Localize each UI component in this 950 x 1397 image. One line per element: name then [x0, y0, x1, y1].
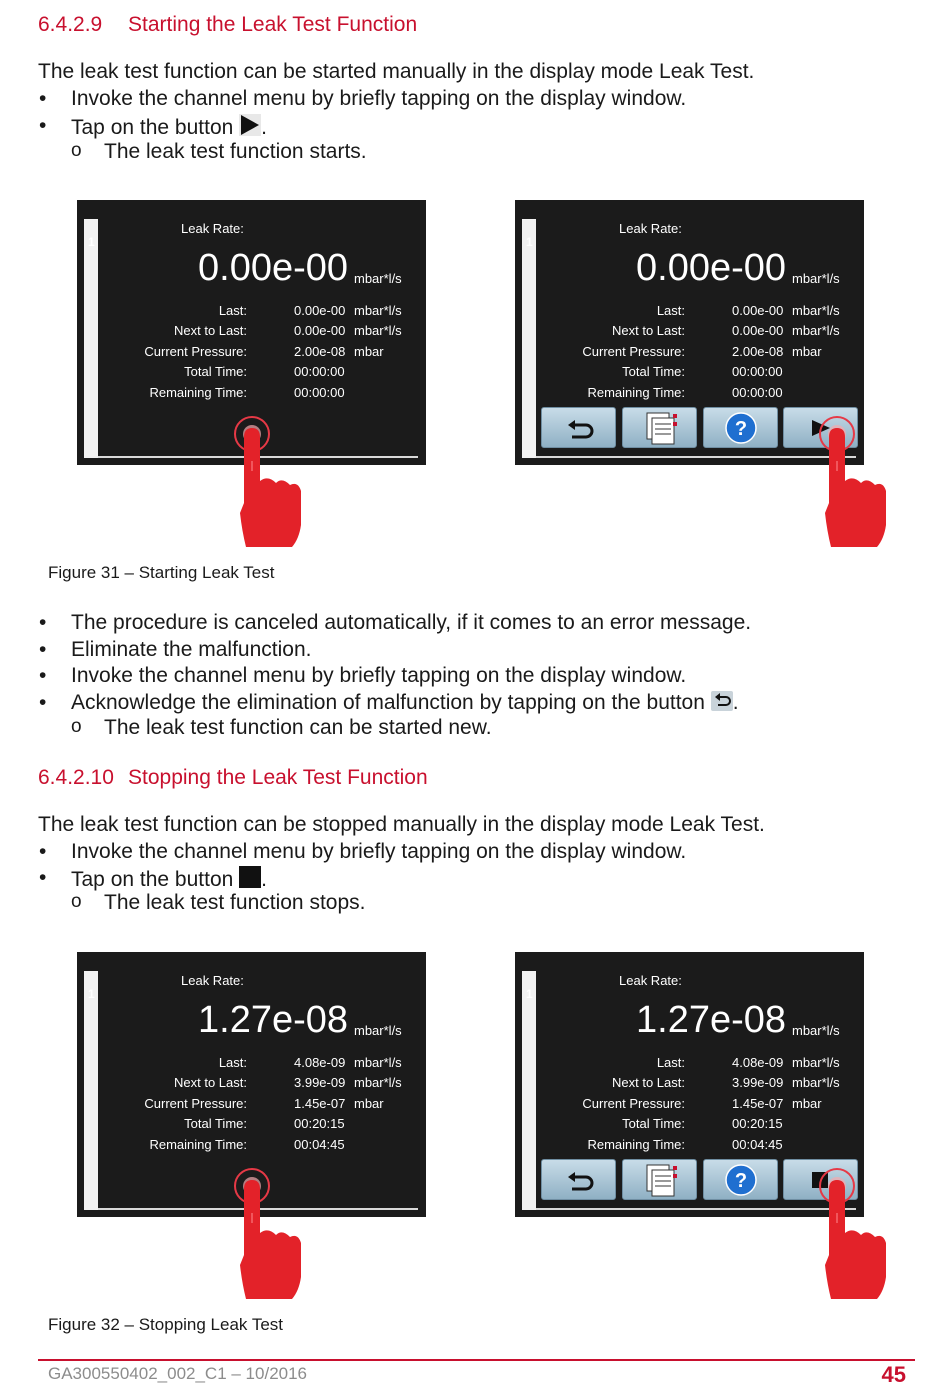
row-unit: mbar	[792, 1096, 822, 1111]
intro-paragraph: The leak test function can be stopped manually in the display mode Leak Test.	[38, 813, 765, 836]
list-item: • Eliminate the malfunction.	[39, 638, 312, 661]
row-label: Current Pressure:	[144, 1096, 247, 1111]
leak-rate-value: 0.00e-00	[198, 247, 349, 289]
row-unit: mbar*l/s	[792, 1075, 840, 1090]
row-label: Next to Last:	[612, 1075, 685, 1090]
row-value: 0.00e-00	[294, 323, 346, 338]
list-item: • Invoke the channel menu by briefly tapping on the display window.	[39, 840, 687, 863]
leak-rate-unit: mbar*l/s	[354, 1023, 402, 1038]
row-label: Last:	[656, 303, 685, 318]
list-item: • The procedure is canceled automatically, if it comes to an error message.	[39, 611, 752, 634]
row-value: 00:20:15	[294, 1116, 345, 1131]
channel-number: 1	[88, 987, 95, 1001]
sub-list-item: o The leak test function can be started new.	[71, 716, 492, 739]
row-label: Total Time:	[622, 1116, 685, 1131]
tap-hand-icon	[815, 1165, 891, 1301]
row-value: 1.45e-07	[294, 1096, 346, 1111]
row-label: Remaining Time:	[587, 1137, 685, 1152]
row-value: 4.08e-09	[732, 1055, 784, 1070]
row-unit: mbar*l/s	[792, 303, 840, 318]
leak-rate-label: Leak Rate:	[619, 973, 682, 988]
back-icon	[711, 691, 733, 717]
svg-text:?: ?	[734, 418, 748, 440]
list-item-text: Invoke the channel menu by briefly tapping on the display window.	[71, 87, 687, 110]
row-unit: mbar*l/s	[354, 1075, 402, 1090]
row-value: 00:04:45	[294, 1137, 345, 1152]
list-item: • Tap on the button .	[71, 866, 267, 894]
row-value: 00:00:00	[294, 364, 345, 379]
row-label: Last:	[656, 1055, 685, 1070]
row-label: Remaining Time:	[149, 1137, 247, 1152]
device-display-window-menu[interactable]	[515, 200, 864, 465]
row-unit: mbar*l/s	[354, 1055, 402, 1070]
back-button[interactable]	[541, 1159, 616, 1200]
row-label: Current Pressure:	[144, 344, 247, 359]
row-value: 3.99e-09	[294, 1075, 346, 1090]
back-icon	[542, 408, 617, 449]
row-label: Last:	[218, 1055, 247, 1070]
section-number: 6.4.2.9	[38, 13, 103, 36]
sub-list-item: o The leak test function starts.	[71, 140, 367, 163]
figure-caption: Figure 31 – Starting Leak Test	[48, 563, 275, 582]
row-value: 0.00e-00	[294, 303, 346, 318]
tap-hand-icon	[815, 413, 891, 549]
intro-paragraph: The leak test function can be started manually in the display mode Leak Test.	[38, 60, 755, 83]
channel-number: 1	[526, 235, 533, 249]
list-item-text: Eliminate the malfunction.	[71, 638, 312, 661]
list-item-text: The procedure is canceled automatically, if it comes to an error message.	[71, 611, 752, 634]
row-label: Total Time:	[622, 364, 685, 379]
tap-hand-icon	[230, 413, 306, 549]
leak-rate-unit: mbar*l/s	[792, 271, 840, 286]
leak-rate-label: Leak Rate:	[181, 973, 244, 988]
section-title: Starting the Leak Test Function	[128, 13, 418, 36]
punctuation: .	[261, 868, 267, 891]
row-value: 00:00:00	[732, 385, 783, 400]
row-value: 0.00e-00	[732, 303, 784, 318]
menu-list-button[interactable]	[622, 407, 697, 448]
row-label: Remaining Time:	[149, 385, 247, 400]
menu-list-button[interactable]	[622, 1159, 697, 1200]
sub-list-item-text: The leak test function stops.	[104, 891, 366, 914]
row-unit: mbar	[354, 344, 384, 359]
stop-icon	[239, 866, 261, 894]
list-item: • Invoke the channel menu by briefly tapping on the display window.	[39, 664, 687, 687]
channel-number: 1	[88, 235, 95, 249]
row-value: 2.00e-08	[732, 344, 784, 359]
list-item: • Acknowledge the elimination of malfunction by tapping on the button .	[71, 691, 739, 717]
sub-list-item-text: The leak test function can be started new.	[104, 716, 492, 739]
row-unit: mbar*l/s	[792, 1055, 840, 1070]
row-value: 4.08e-09	[294, 1055, 346, 1070]
leak-rate-unit: mbar*l/s	[792, 1023, 840, 1038]
help-button[interactable]	[703, 407, 778, 448]
row-value: 1.45e-07	[732, 1096, 784, 1111]
device-display-window-menu[interactable]	[515, 952, 864, 1217]
menu-list-icon	[623, 1160, 698, 1201]
list-item-text: Acknowledge the elimination of malfunction by tapping on the button	[71, 691, 711, 714]
row-value: 2.00e-08	[294, 344, 346, 359]
section-heading-stop	[38, 766, 428, 790]
list-item-text: Tap on the button	[71, 868, 240, 891]
figure-caption: Figure 32 – Stopping Leak Test	[48, 1315, 284, 1334]
row-label: Remaining Time:	[587, 385, 685, 400]
leak-rate-label: Leak Rate:	[619, 221, 682, 236]
leak-rate-value: 1.27e-08	[636, 999, 787, 1041]
row-value: 3.99e-09	[732, 1075, 784, 1090]
back-icon	[542, 1160, 617, 1201]
leak-rate-value: 1.27e-08	[198, 999, 349, 1041]
list-item-text: Invoke the channel menu by briefly tapping on the display window.	[71, 840, 687, 863]
document-id: GA300550402_002_C1 – 10/2016	[48, 1364, 308, 1383]
footer-divider	[38, 1359, 915, 1361]
row-value: 00:00:00	[732, 364, 783, 379]
row-unit: mbar*l/s	[354, 303, 402, 318]
section-number: 6.4.2.10	[38, 766, 114, 789]
row-label: Next to Last:	[174, 1075, 247, 1090]
row-unit: mbar*l/s	[354, 323, 402, 338]
list-item: • Tap on the button .	[71, 114, 267, 142]
row-unit: mbar*l/s	[792, 323, 840, 338]
row-label: Current Pressure:	[582, 344, 685, 359]
row-unit: mbar	[792, 344, 822, 359]
leak-rate-value: 0.00e-00	[636, 247, 787, 289]
row-value: 00:20:15	[732, 1116, 783, 1131]
help-button[interactable]	[703, 1159, 778, 1200]
sub-list-item-text: The leak test function starts.	[104, 140, 367, 163]
row-label: Next to Last:	[174, 323, 247, 338]
row-unit: mbar	[354, 1096, 384, 1111]
menu-list-icon	[623, 408, 698, 449]
row-label: Next to Last:	[612, 323, 685, 338]
list-item-text: Invoke the channel menu by briefly tapping on the display window.	[71, 664, 687, 687]
play-icon	[239, 114, 261, 142]
sub-list-item: o The leak test function stops.	[71, 891, 366, 914]
svg-text:?: ?	[734, 1170, 748, 1192]
leak-rate-unit: mbar*l/s	[354, 271, 402, 286]
list-item: • Invoke the channel menu by briefly tapping on the display window.	[39, 87, 687, 110]
row-value: 00:00:00	[294, 385, 345, 400]
list-item-text: Tap on the button	[71, 116, 240, 139]
section-title: Stopping the Leak Test Function	[128, 766, 428, 789]
channel-number: 1	[526, 987, 533, 1001]
row-value: 00:04:45	[732, 1137, 783, 1152]
tap-hand-icon	[230, 1165, 306, 1301]
punctuation: .	[261, 116, 267, 139]
row-label: Last:	[218, 303, 247, 318]
back-button[interactable]	[541, 407, 616, 448]
leak-rate-label: Leak Rate:	[181, 221, 244, 236]
row-label: Total Time:	[184, 1116, 247, 1131]
row-label: Current Pressure:	[582, 1096, 685, 1111]
section-heading-start	[38, 13, 417, 37]
help-icon	[704, 408, 779, 449]
row-value: 0.00e-00	[732, 323, 784, 338]
punctuation: .	[732, 691, 739, 714]
help-icon	[704, 1160, 779, 1201]
page-number: 45	[881, 1362, 906, 1387]
row-label: Total Time:	[184, 364, 247, 379]
